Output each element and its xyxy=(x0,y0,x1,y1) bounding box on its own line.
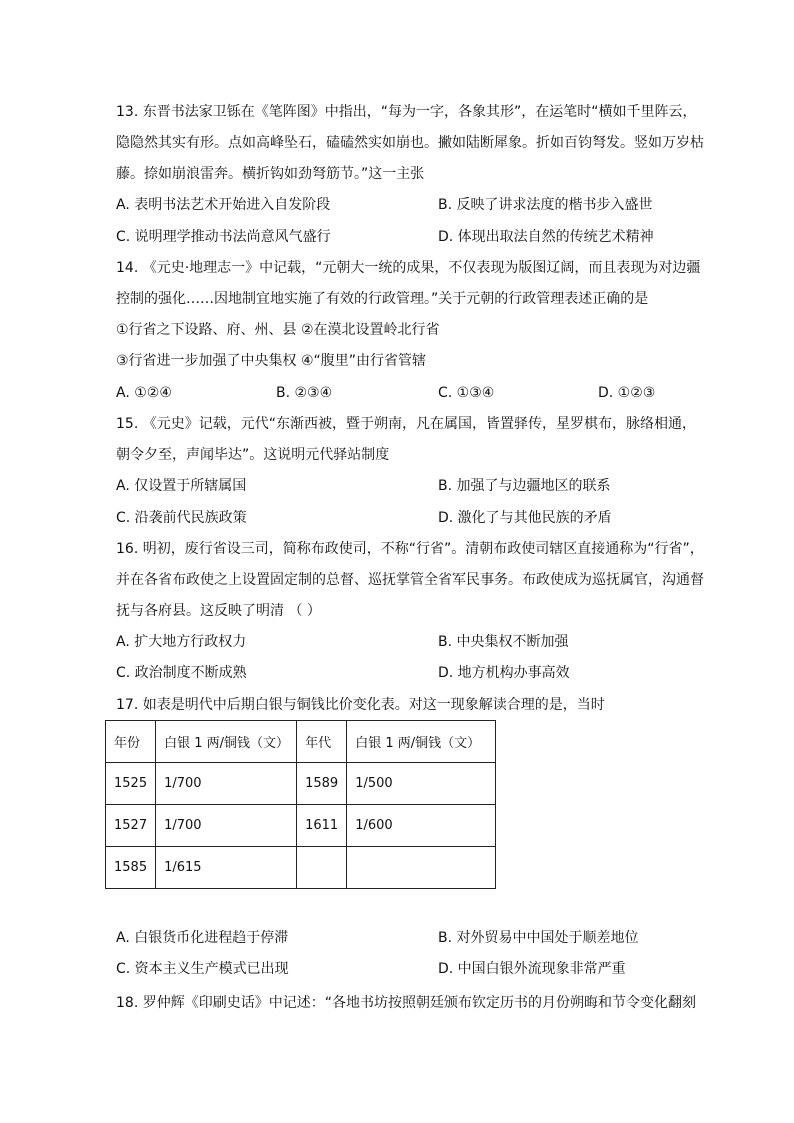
q15-stem-line-2: 朝令夕至，声闻毕达”。这说明元代驿站制度 xyxy=(116,447,390,463)
q16-stem-line-1: 16. 明初，废行省设三司，简称布政使司，不称“行省”。清朝布政使司辖区直接通称为“行省”， xyxy=(116,541,704,557)
q15-option-c: C. 沿袭前代民族政策 xyxy=(116,510,247,526)
silver-copper-price-table xyxy=(105,720,496,889)
table-cell: 1611 xyxy=(297,805,347,847)
q13-stem-line-1: 13. 东晋书法家卫铄在《笔阵图》中指出，“每为一字，各象其形”，在运笔时“横如千里阵云， xyxy=(116,104,697,120)
q14-option-c: C. ①③④ xyxy=(438,385,495,401)
table-cell xyxy=(297,847,347,889)
q13-option-b: B. 反映了讲求法度的楷书步入盛世 xyxy=(438,197,653,213)
table-row xyxy=(106,805,496,847)
q15-option-a: A. 仅设置于所辖属国 xyxy=(116,478,247,494)
q15-option-d: D. 激化了与其他民族的矛盾 xyxy=(438,510,612,526)
table-header-cell: 年代 xyxy=(297,721,347,763)
q14-stem-line-1: 14. 《元史·地理志一》中记载，“元朝大一统的成果，不仅表现为版图辽阔，而且表现为对边疆 xyxy=(116,260,701,276)
q17-option-c: C. 资本主义生产模式已出现 xyxy=(116,961,289,977)
table-cell: 1/600 xyxy=(347,805,496,847)
table-cell: 1/500 xyxy=(347,763,496,805)
q17-option-b: B. 对外贸易中中国处于顺差地位 xyxy=(438,930,639,946)
q13-option-d: D. 体现出取法自然的传统艺术精神 xyxy=(438,229,654,245)
table-cell: 1525 xyxy=(106,763,156,805)
q13-option-a: A. 表明书法艺术开始进入自发阶段 xyxy=(116,197,331,213)
table-header-row xyxy=(106,721,496,763)
q14-stem-line-2: 控制的强化……因地制宜地实施了有效的行政管理。”关于元朝的行政管理表述正确的是 xyxy=(116,291,649,307)
q17-option-a: A. 白银货币化进程趋于停滞 xyxy=(116,930,289,946)
q17-stem-line-1: 17. 如表是明代中后期白银与铜钱比价变化表。对这一现象解读合理的是，当时 xyxy=(116,697,605,713)
table-cell: 1585 xyxy=(106,847,156,889)
q18-stem-line-1: 18. 罗仲辉《印刷史话》中记述：“各地书坊按照朝廷颁布钦定历书的月份朔晦和节令变化翻刻 xyxy=(116,995,696,1011)
q13-stem-line-2: 隐隐然其实有形。点如高峰坠石，磕磕然实如崩也。撇如陆断犀象。折如百钧弩发。竖如万岁枯 xyxy=(116,135,704,151)
q13-option-c: C. 说明理学推动书法尚意风气盛行 xyxy=(116,229,331,245)
q16-option-d: D. 地方机构办事高效 xyxy=(438,665,570,681)
q14-statement-line-2: ③行省进一步加强了中央集权 ④“腹里”由行省管辖 xyxy=(116,353,427,369)
q16-stem-line-3: 抚与各府县。这反映了明清 （ ） xyxy=(116,603,321,619)
table-cell: 1/700 xyxy=(156,763,297,805)
q16-option-c: C. 政治制度不断成熟 xyxy=(116,665,247,681)
table-cell xyxy=(347,847,496,889)
q14-option-d: D. ①②③ xyxy=(598,385,656,401)
q16-stem-line-2: 并在各省布政使之上设置固定制的总督、巡抚掌管全省军民事务。布政使成为巡抚属官，沟通督 xyxy=(116,572,704,588)
table-header-cell: 年份 xyxy=(106,721,156,763)
table-cell: 1/615 xyxy=(156,847,297,889)
q15-option-b: B. 加强了与边疆地区的联系 xyxy=(438,478,611,494)
q17-option-d: D. 中国白银外流现象非常严重 xyxy=(438,961,626,977)
table-header-cell: 白银 1 两/铜钱（文） xyxy=(156,721,297,763)
table-cell: 1/700 xyxy=(156,805,297,847)
table-header-cell: 白银 1 两/铜钱（文） xyxy=(347,721,496,763)
q14-option-b: B. ②③④ xyxy=(276,385,333,401)
q14-option-a: A. ①②④ xyxy=(116,385,172,401)
q13-stem-line-3: 藤。捺如崩浪雷奔。横折钩如劲弩筋节。”这一主张 xyxy=(116,166,425,182)
table-cell: 1589 xyxy=(297,763,347,805)
table-cell: 1527 xyxy=(106,805,156,847)
table-row xyxy=(106,847,496,889)
q14-statement-line-1: ①行省之下设路、府、州、县 ②在漠北设置岭北行省 xyxy=(116,322,440,338)
table-row xyxy=(106,763,496,805)
q16-option-b: B. 中央集权不断加强 xyxy=(438,634,569,650)
q16-option-a: A. 扩大地方行政权力 xyxy=(116,634,247,650)
q15-stem-line-1: 15. 《元史》记载，元代“东渐西被，暨于朔南，凡在属国，皆置驿传，星罗棋布，脉络相通， xyxy=(116,416,696,432)
